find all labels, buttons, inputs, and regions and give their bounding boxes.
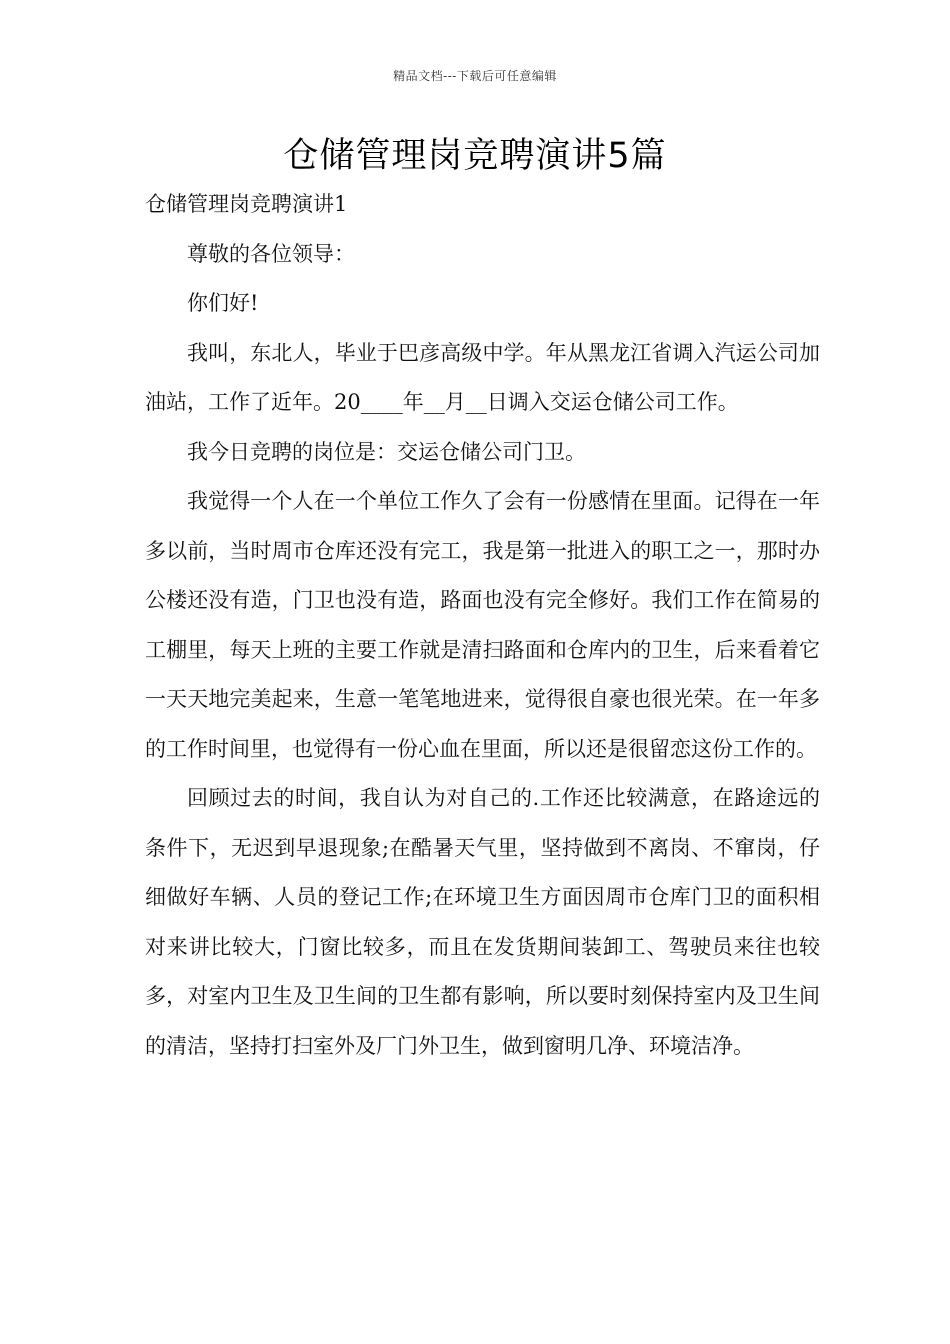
document-body	[145, 180, 820, 1071]
paragraph-review: 回顾过去的时间，我自认为对自己的.工作还比较满意，在路途远的条件下，无迟到早退现象;在酷暑天气里，坚持做到不离岗、不窜岗，仔细做好车辆、人员的登记工作;在环境卫生方面因周市仓库门卫的面积相对来讲比较大，门窗比较多，而且在发货期间装卸工、驾驶员来往也较多，对室内卫生及卫生间的卫生都有影响，所以要时刻保持室内及卫生间的清洁，坚持打扫室外及厂门外卫生，做到窗明几净、环境洁净。	[145, 786, 820, 1058]
page-header-note: 精品文档---下载后可任意编辑	[393, 69, 557, 83]
paragraph-experience: 我觉得一个人在一个单位工作久了会有一份感情在里面。记得在一年多以前，当时周市仓库还没有完工，我是第一批进入的职工之一，那时办公楼还没有造，门卫也没有造，路面也没有完全修好。我们工作在简易的工棚里，每天上班的主要工作就是清扫路面和仓库内的卫生，后来看着它一天天地完美起来，生意一笔笔地进来，觉得很自豪也很光荣。在一年多的工作时间里，也觉得有一份心血在里面，所以还是很留恋这份工作的。	[145, 489, 820, 761]
paragraph-greeting: 你们好!	[187, 291, 259, 315]
paragraph-salutation: 尊敬的各位领导：	[187, 241, 355, 266]
document-title: 仓储管理岗竞聘演讲5篇	[283, 136, 667, 176]
paragraph-introduction: 我叫，东北人，毕业于巴彦高级中学。年从黑龙江省调入汽运公司加油站，工作了近年。20____年__月__日调入交运仓储公司工作。	[145, 340, 820, 414]
paragraph-position: 我今日竞聘的岗位是：交运仓储公司门卫。	[187, 439, 586, 464]
section-subtitle: 仓储管理岗竞聘演讲1	[145, 192, 348, 216]
